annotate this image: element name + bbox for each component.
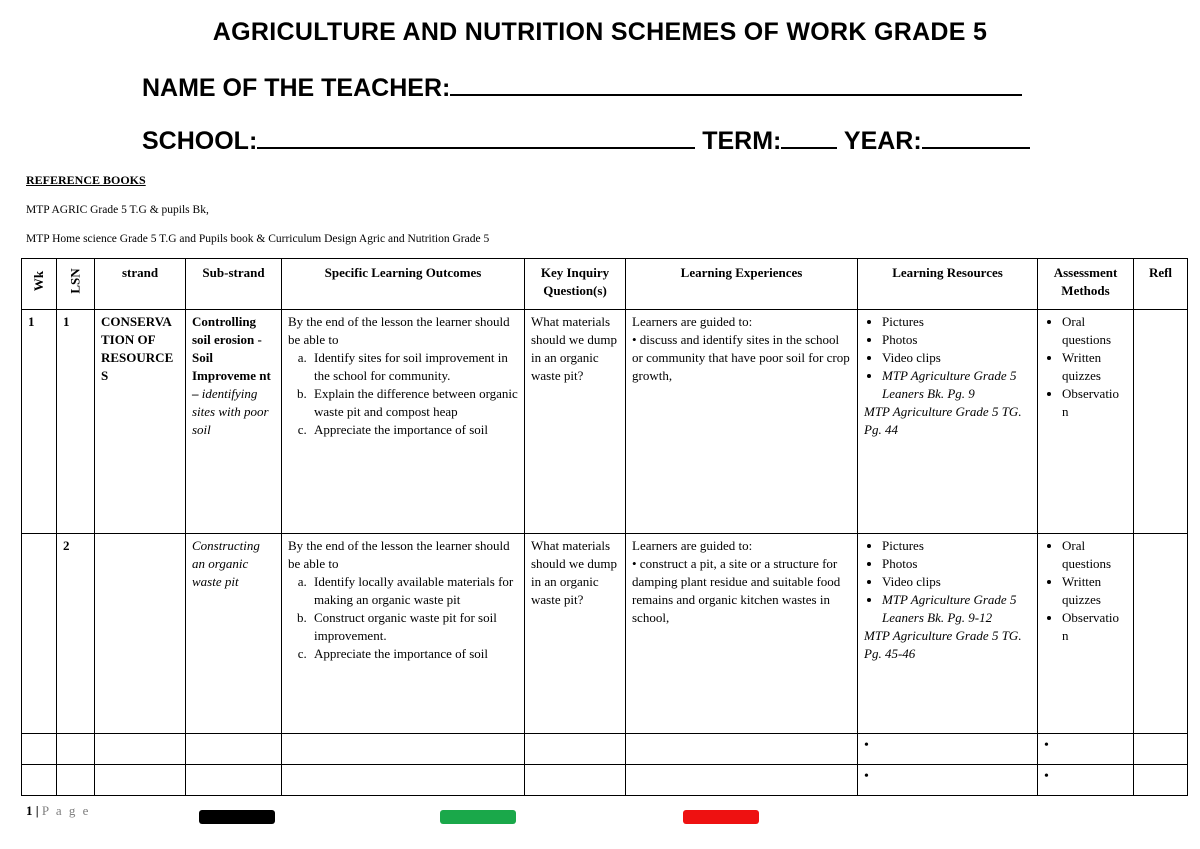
- reference-line: MTP Home science Grade 5 T.G and Pupils book & Curriculum Design Agric and Nutrition Grade 5: [26, 233, 490, 245]
- assessment-cell: [1038, 534, 1134, 734]
- page-footer: [26, 803, 90, 819]
- experiences-text: • construct a pit, a site or a structure for damping plant residue and suitable food remains and organic kitchen wastes in school,: [632, 556, 841, 625]
- substrand-italic: identifying sites with poor soil: [192, 386, 269, 437]
- header-lsn: LSN: [57, 259, 95, 310]
- red-color-bar: [683, 810, 759, 824]
- experiences-intro: Learners are guided to:: [632, 538, 753, 553]
- experiences-cell: [626, 534, 858, 734]
- reference-books-heading: REFERENCE BOOKS: [26, 173, 146, 187]
- header-substrand: Sub-strand: [186, 259, 282, 310]
- assessment-item: • Observatio n: [1062, 385, 1127, 421]
- bullet-icon: •: [1044, 738, 1049, 753]
- outcome-item: c. Appreciate the importance of soil: [310, 645, 518, 663]
- empty-cell: [186, 765, 282, 796]
- empty-cell: [22, 765, 57, 796]
- header-refl: Refl: [1134, 259, 1188, 310]
- year-blank: [922, 125, 1030, 149]
- reflection-cell: [1134, 310, 1188, 534]
- resource-book: • MTP Agriculture Grade 5 Leaners Bk. Pg. 9-12: [882, 591, 1031, 627]
- empty-cell: [186, 734, 282, 765]
- page-label: P a g e: [41, 803, 91, 818]
- assessment-item: • Written quizzes: [1062, 349, 1127, 385]
- table-row: [22, 765, 1188, 796]
- year-label: YEAR:: [843, 127, 922, 155]
- substrand-cell: [186, 310, 282, 534]
- header-resources: Learning Resources: [858, 259, 1038, 310]
- assessment-item: • Written quizzes: [1062, 573, 1127, 609]
- empty-cell: [626, 734, 858, 765]
- bullet-icon: •: [864, 769, 869, 784]
- table-row: [22, 534, 1188, 734]
- empty-cell: [525, 734, 626, 765]
- header-wk: Wk: [22, 259, 57, 310]
- resource-item: • Pictures: [882, 313, 1031, 331]
- reference-line: MTP AGRIC Grade 5 T.G & pupils Bk,: [26, 204, 209, 216]
- outcome-item: b. Explain the difference between organic waste pit and compost heap: [310, 385, 518, 421]
- empty-cell: [282, 765, 525, 796]
- bullet-icon: •: [864, 738, 869, 753]
- page-number: 1: [26, 803, 33, 818]
- school-blank: [257, 125, 695, 149]
- document-title: AGRICULTURE AND NUTRITION SCHEMES OF WORK GRADE 5: [212, 18, 988, 46]
- teacher-name-label: NAME OF THE TEACHER:: [142, 74, 451, 102]
- empty-cell: [22, 734, 57, 765]
- empty-cell: [525, 765, 626, 796]
- outcomes-cell: [282, 534, 525, 734]
- resource-tg: MTP Agriculture Grade 5 TG. Pg. 45-46: [864, 628, 1022, 661]
- reflection-cell: [1134, 534, 1188, 734]
- resource-item: • Photos: [882, 331, 1031, 349]
- resources-cell: [858, 310, 1038, 534]
- term-blank: [781, 125, 837, 149]
- term-label: TERM:: [702, 127, 782, 155]
- school-term-year-field: [142, 125, 1030, 156]
- outcome-item: a. Identify locally available materials for making an organic waste pit: [310, 573, 518, 609]
- outcomes-cell: [282, 310, 525, 534]
- assessment-cell: [1038, 310, 1134, 534]
- resource-item: • Video clips: [882, 573, 1031, 591]
- empty-cell: [282, 734, 525, 765]
- outcomes-intro: By the end of the lesson the learner should be able to: [288, 314, 510, 347]
- assessment-cell: [1038, 734, 1134, 765]
- green-color-bar: [440, 810, 516, 824]
- assessment-item: • Observatio n: [1062, 609, 1127, 645]
- empty-cell: [1134, 734, 1188, 765]
- teacher-name-field: [142, 72, 1022, 103]
- resource-item: • Video clips: [882, 349, 1031, 367]
- footer-separator: |: [35, 803, 39, 818]
- bullet-icon: •: [1044, 769, 1049, 784]
- strand-cell: [95, 534, 186, 734]
- strand-cell: CONSERVA TION OF RESOURCE S: [95, 310, 186, 534]
- substrand-cell: [186, 534, 282, 734]
- school-label: SCHOOL:: [142, 127, 258, 155]
- assessment-item: • Oral questions: [1062, 313, 1127, 349]
- resources-cell: [858, 765, 1038, 796]
- outcome-item: a. Identify sites for soil improvement in the school for community.: [310, 349, 518, 385]
- empty-cell: [1134, 765, 1188, 796]
- week-cell: [22, 534, 57, 734]
- assessment-item: • Oral questions: [1062, 537, 1127, 573]
- resource-tg: MTP Agriculture Grade 5 TG. Pg. 44: [864, 404, 1022, 437]
- experiences-text: • discuss and identify sites in the school or community that have poor soil for crop growth,: [632, 332, 850, 383]
- header-strand: strand: [95, 259, 186, 310]
- empty-cell: [95, 734, 186, 765]
- resources-cell: [858, 734, 1038, 765]
- table-header-row: [22, 259, 1188, 310]
- outcomes-intro: By the end of the lesson the learner should be able to: [288, 538, 510, 571]
- resource-book: • MTP Agriculture Grade 5 Leaners Bk. Pg. 9: [882, 367, 1031, 403]
- black-color-bar: [199, 810, 275, 824]
- teacher-name-blank: [450, 72, 1022, 96]
- assessment-cell: [1038, 765, 1134, 796]
- table-row: [22, 310, 1188, 534]
- header-assessment: Assessment Methods: [1038, 259, 1134, 310]
- week-cell: 1: [22, 310, 57, 534]
- substrand-italic: Constructing an organic waste pit: [192, 538, 260, 589]
- outcome-item: c. Appreciate the importance of soil: [310, 421, 518, 439]
- empty-cell: [95, 765, 186, 796]
- experiences-cell: [626, 310, 858, 534]
- lesson-cell: 2: [57, 534, 95, 734]
- resource-item: • Pictures: [882, 537, 1031, 555]
- header-outcomes: Specific Learning Outcomes: [282, 259, 525, 310]
- inquiry-cell: What materials should we dump in an organic waste pit?: [525, 534, 626, 734]
- resources-cell: [858, 534, 1038, 734]
- empty-cell: [57, 734, 95, 765]
- outcome-item: b. Construct organic waste pit for soil improvement.: [310, 609, 518, 645]
- header-experiences: Learning Experiences: [626, 259, 858, 310]
- inquiry-cell: What materials should we dump in an organic waste pit?: [525, 310, 626, 534]
- experiences-intro: Learners are guided to:: [632, 314, 753, 329]
- substrand-bold: Controlling soil erosion -Soil Improveme nt –: [192, 314, 271, 401]
- empty-cell: [57, 765, 95, 796]
- empty-cell: [626, 765, 858, 796]
- resource-item: • Photos: [882, 555, 1031, 573]
- schemes-table: [21, 258, 1188, 796]
- lesson-cell: 1: [57, 310, 95, 534]
- table-row: [22, 734, 1188, 765]
- header-inquiry: Key Inquiry Question(s): [525, 259, 626, 310]
